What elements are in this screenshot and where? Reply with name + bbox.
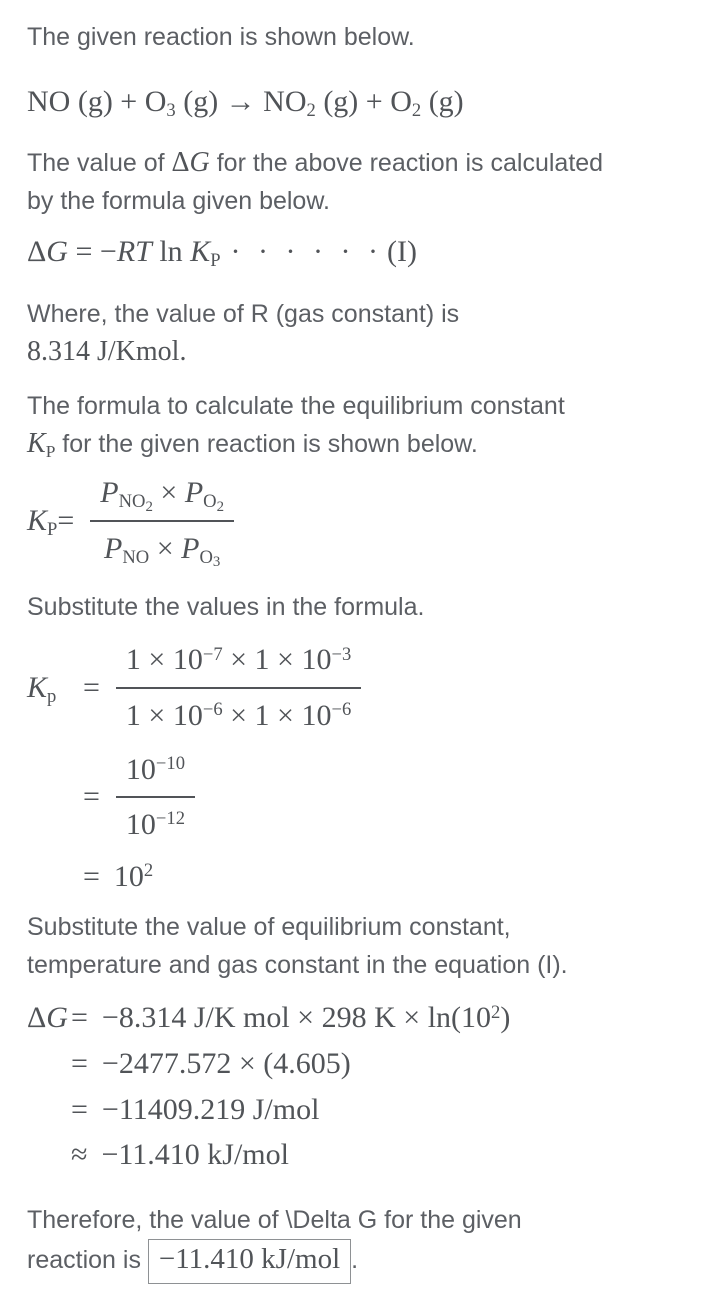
fraction-numerator: $10^{-10}$ (116, 748, 195, 799)
text-run: Where, the value of R (gas constant) is (27, 300, 460, 329)
gas-constant-paragraph (27, 295, 692, 371)
equals-sign: = (71, 1092, 88, 1126)
equals-sign: = (71, 1046, 88, 1080)
substitute-equation-paragraph (27, 908, 692, 984)
gas-constant-value: 8.314 J/Kmol. (27, 336, 187, 368)
fraction-numerator: $1 \times 10^{-7} \times 1 \times 10^{-3}$ (116, 638, 361, 689)
powers-fraction (116, 748, 195, 847)
nested-subscript: 2 (145, 498, 153, 515)
text-run: reaction is (27, 1245, 148, 1274)
exponent: −6 (331, 699, 352, 721)
inline-kp (27, 428, 56, 462)
kp-result-value: $10^2$ (113, 859, 154, 893)
subscript: NO2 (118, 491, 153, 515)
delta-symbol: Δ (27, 234, 47, 268)
pressure-fraction (90, 471, 234, 570)
reaction-term: NO (g) + O (27, 85, 167, 118)
text-run: . (351, 1245, 359, 1274)
equals-sign: = (83, 780, 100, 814)
subscript: p (47, 686, 57, 708)
kp-lhs (27, 501, 57, 541)
dg-calc-step-2 (27, 1044, 692, 1084)
var-p: P (184, 476, 204, 510)
var-k: K (27, 503, 48, 537)
kp-formula (27, 471, 692, 570)
subscript: O2 (203, 491, 225, 515)
var-g: G (46, 1001, 68, 1035)
kp-calc-step-1 (27, 638, 692, 737)
var-rt: RT (116, 234, 152, 268)
conclusion-paragraph (27, 1201, 692, 1284)
intro-paragraph: The given reaction is shown below. (27, 23, 415, 51)
kp-formula-intro-paragraph (27, 387, 692, 463)
subscript: 2 (411, 100, 422, 122)
approx-sign: ≈ (71, 1138, 88, 1172)
equals-sign: = (57, 503, 75, 537)
inline-delta-g (172, 147, 210, 178)
text-run: The formula to calculate the equilibrium constant (27, 392, 565, 421)
fraction-denominator: $1 \times 10^{-6} \times 1 \times 10^{-6}$ (125, 698, 352, 732)
dg-expression: −8.314 J/K mol × 298 $K \times \ln(10^2)$ (101, 1001, 511, 1035)
var-g: G (46, 234, 68, 268)
ln-operator: ln (151, 234, 191, 268)
minus-sign: − (99, 234, 117, 268)
text-run: Therefore, the value of \Delta G for the given (27, 1205, 522, 1234)
dg-calc-step-3 (27, 1090, 692, 1130)
substitute-values-paragraph: Substitute the values in the formula. (27, 593, 425, 622)
text-run: for the given reaction is shown below. (55, 430, 478, 459)
text-run: by the formula given below. (27, 186, 330, 215)
subscript: O3 (199, 546, 221, 571)
dg-lhs (27, 998, 71, 1038)
subscript: P (47, 519, 58, 541)
exponent: −12 (155, 808, 186, 830)
exponent: −6 (202, 699, 223, 721)
text-run: Substitute the value of equilibrium constant, (27, 913, 511, 942)
reaction-equation (27, 82, 692, 122)
delta-symbol: Δ (27, 1001, 47, 1035)
dg-result-value: −11.410 kJ/mol (101, 1138, 289, 1172)
exponent: −3 (331, 643, 352, 665)
var-p: P (100, 476, 119, 510)
nested-subscript: 3 (212, 554, 221, 571)
dg-calc-result (27, 1135, 692, 1175)
text-run: The value of (27, 148, 172, 177)
values-fraction (116, 638, 361, 737)
text-run: temperature and gas constant in the equation (I). (27, 951, 568, 980)
dg-expression: −2477.572 × (4.605) (101, 1046, 351, 1080)
delta-g-intro-paragraph (27, 144, 692, 220)
nested-subscript: 2 (216, 498, 225, 515)
var-p: P (181, 531, 200, 565)
subscript: P (210, 249, 221, 271)
equals-sign: = (83, 859, 100, 893)
kp-calculation (27, 638, 692, 896)
var-k: K (27, 428, 46, 460)
equals-sign: = (83, 671, 100, 705)
kp-lhs (27, 668, 83, 708)
equals-sign: = (71, 1001, 88, 1035)
ellipsis-dots: · · · · · · (230, 234, 383, 268)
text-run: for the above reaction is calculated (209, 148, 604, 177)
reaction-term: (g) + O (315, 85, 412, 118)
reaction-term: (g) → NO (175, 85, 307, 118)
delta-symbol: Δ (171, 146, 190, 178)
subscript: 3 (166, 100, 176, 122)
subscript: 2 (306, 100, 316, 122)
var-k: K (190, 234, 211, 268)
exponent: 2 (491, 1001, 501, 1023)
dg-expression: −11409.219 J/mol (101, 1092, 320, 1126)
times-sign: × (152, 476, 185, 510)
gibbs-free-energy-equation (27, 232, 692, 272)
var-p: P (104, 531, 123, 565)
exponent: −10 (155, 752, 186, 774)
subscript: NO (122, 546, 150, 568)
fraction-denominator: $10^{-12}$ (125, 808, 186, 842)
times-sign: × (149, 531, 182, 565)
fraction-numerator (90, 471, 234, 522)
dg-calc-step-1 (27, 998, 692, 1038)
delta-g-calculation (27, 998, 692, 1174)
reaction-term: (g) (421, 85, 464, 118)
final-answer-box: −11.410 kJ/mol (148, 1239, 351, 1284)
equation-tag: (I) (386, 234, 417, 268)
exponent: −7 (202, 643, 223, 665)
fraction-denominator (90, 522, 234, 571)
equals-sign: = (67, 234, 100, 268)
subscript: P (45, 442, 56, 462)
kp-calc-result (27, 857, 692, 897)
kp-calc-step-2 (27, 748, 692, 847)
exponent: 2 (143, 860, 154, 882)
var-k: K (27, 671, 48, 705)
var-g: G (189, 146, 210, 178)
